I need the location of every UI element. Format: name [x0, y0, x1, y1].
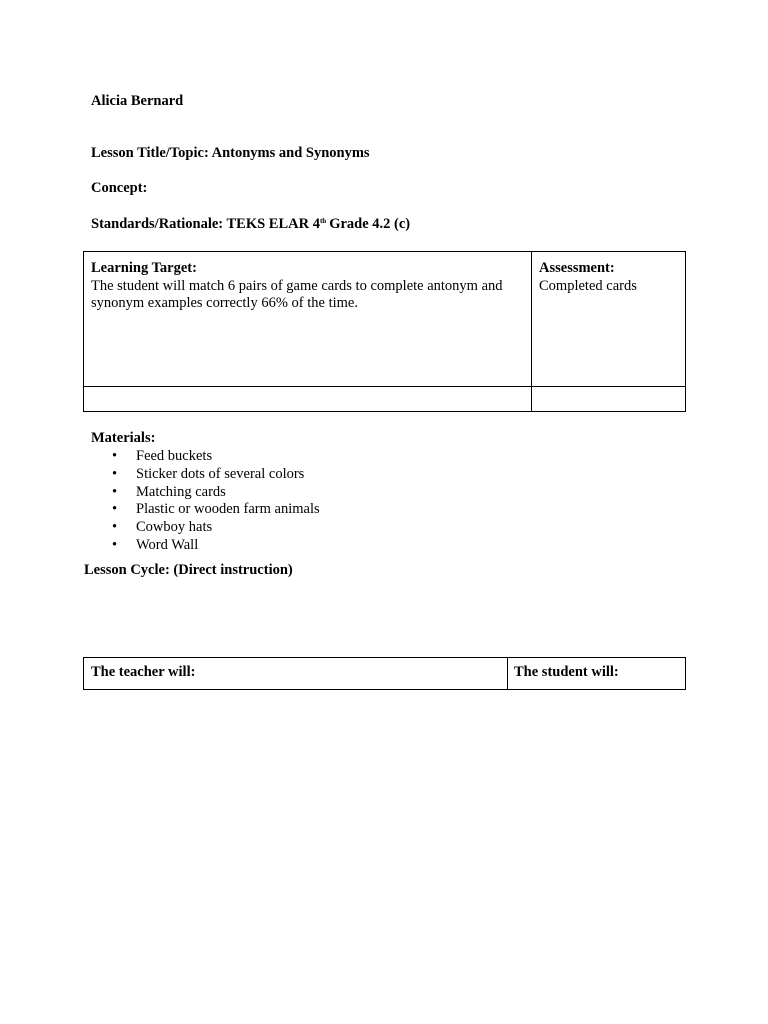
list-item-label: Sticker dots of several colors: [136, 465, 305, 482]
learning-target-table: [83, 251, 686, 412]
table-row: [84, 658, 686, 690]
list-item: [112, 519, 320, 537]
bullet-icon: •: [112, 448, 118, 464]
standards-prefix: Standards/Rationale: TEKS ELAR 4: [91, 216, 320, 232]
learning-target-text-line1: The student will match 6 pairs of game cards to complete antonym and: [91, 277, 503, 294]
list-item-label: Plastic or wooden farm animals: [136, 501, 320, 518]
bullet-icon: •: [112, 501, 118, 518]
list-item-label: Matching cards: [136, 483, 226, 500]
teacher-heading: The teacher will:: [91, 664, 196, 680]
materials-heading: Materials:: [91, 430, 156, 446]
list-item-label: Feed buckets: [136, 448, 213, 464]
list-item: [112, 484, 320, 502]
list-item: [112, 448, 320, 466]
empty-cell: [84, 387, 532, 412]
table-row: [84, 252, 686, 387]
list-item-label: Cowboy hats: [136, 519, 213, 536]
lesson-title: Lesson Title/Topic: Antonyms and Synonyms: [91, 145, 370, 161]
author-name: Alicia Bernard: [91, 93, 184, 109]
student-column-header: [508, 658, 686, 690]
student-heading: The student will:: [514, 664, 619, 680]
bullet-icon: •: [112, 536, 118, 553]
bullet-icon: •: [112, 519, 118, 536]
learning-target-heading: Learning Target:: [91, 260, 197, 276]
lesson-cycle-heading: Lesson Cycle: (Direct instruction): [84, 562, 293, 578]
bullet-icon: •: [112, 465, 118, 482]
list-item: [112, 501, 320, 519]
teacher-column-header: [84, 658, 508, 690]
list-item: [112, 466, 320, 484]
standards-line: [91, 216, 410, 234]
concept-label: Concept:: [91, 180, 148, 196]
table-row: [84, 387, 686, 412]
standards-superscript: th: [319, 217, 327, 225]
list-item: [112, 537, 320, 555]
assessment-cell: [532, 252, 686, 387]
standards-suffix: Grade 4.2 (c): [329, 216, 411, 232]
learning-target-cell: [84, 252, 532, 387]
bullet-icon: •: [112, 483, 118, 500]
learning-target-text-line2: synonym examples correctly 66% of the time.: [91, 295, 358, 311]
lesson-cycle-table: [83, 657, 686, 690]
list-item-label: Word Wall: [136, 536, 199, 553]
assessment-value: Completed cards: [539, 277, 637, 294]
materials-list: [112, 448, 320, 555]
empty-cell: [532, 387, 686, 412]
assessment-heading: Assessment:: [539, 260, 615, 276]
